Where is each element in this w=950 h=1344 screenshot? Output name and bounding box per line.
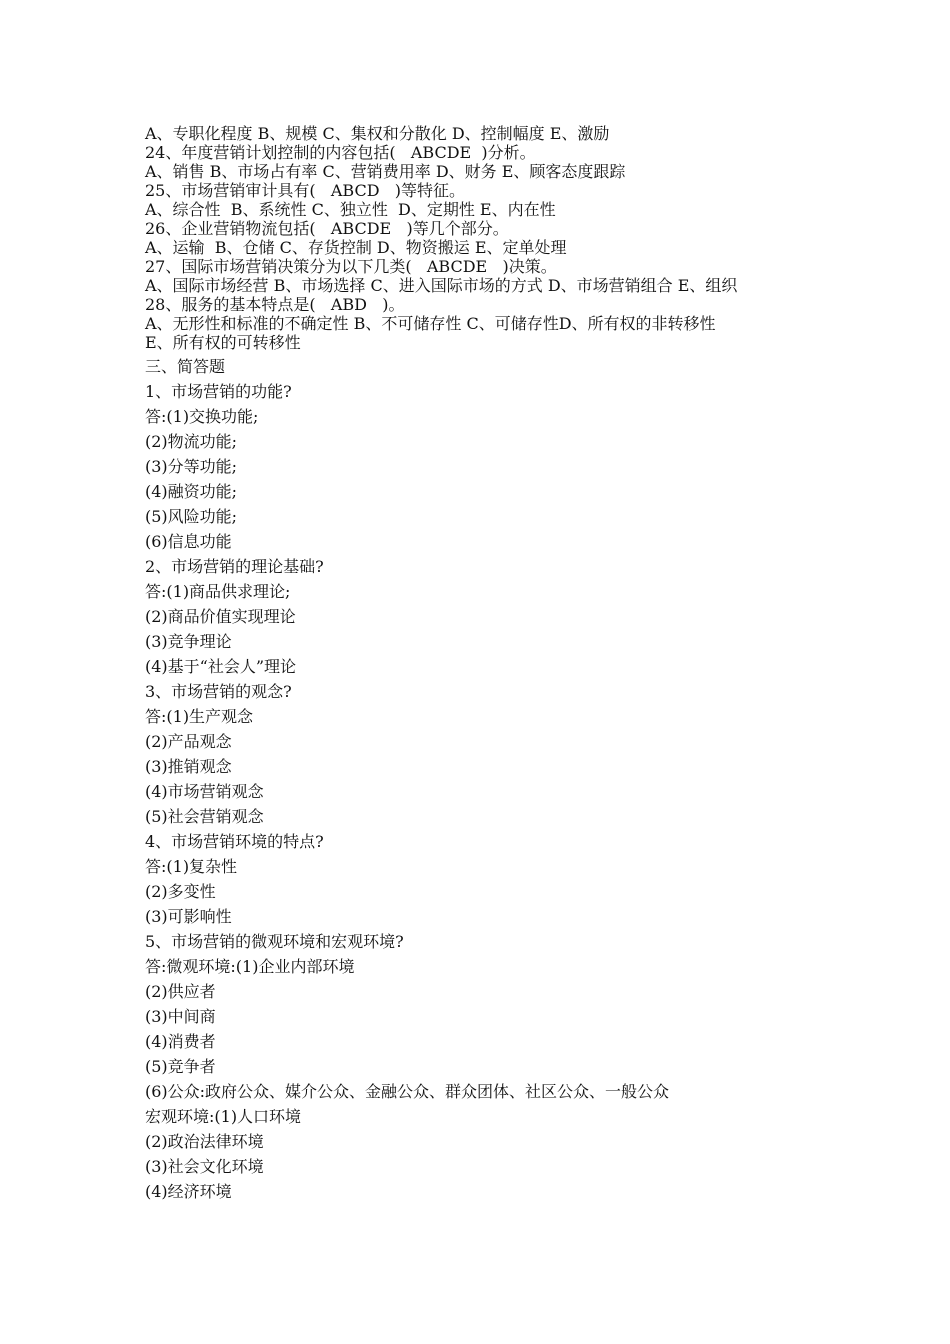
answer-line: (5)竞争者	[145, 1057, 216, 1076]
answer-line: 答:(1)复杂性	[145, 857, 238, 876]
answer-line: (3)中间商	[145, 1007, 216, 1026]
text-line: A、运输 B、仓储 C、存货控制 D、物资搬运 E、定单处理	[145, 238, 567, 257]
text-line: A、无形性和标准的不确定性 B、不可储存性 C、可储存性D、所有权的非转移性	[145, 314, 716, 333]
question-line: 2、市场营销的理论基础?	[145, 557, 324, 576]
answer-line: (4)基于“社会人”理论	[145, 657, 297, 676]
answer-line: (3)分等功能;	[145, 457, 238, 476]
question-line: 1、市场营销的功能?	[145, 382, 292, 401]
answer-line: (4)消费者	[145, 1032, 216, 1051]
multiple-choice-section	[145, 124, 925, 352]
answer-line: (5)风险功能;	[145, 507, 238, 526]
answer-line: (4)融资功能;	[145, 482, 238, 501]
text-line: 24、年度营销计划控制的内容包括( ABCDE )分析。	[145, 143, 536, 162]
answer-line: 答:(1)交换功能;	[145, 407, 259, 426]
section-heading: 三、简答题	[145, 357, 226, 376]
short-answer-section	[145, 354, 925, 1204]
answer-line: (2)商品价值实现理论	[145, 607, 296, 626]
answer-line: (6)公众:政府公众、媒介公众、金融公众、群众团体、社区公众、一般公众	[145, 1082, 670, 1101]
document-page	[145, 124, 925, 1204]
text-line: 27、国际市场营销决策分为以下几类( ABCDE )决策。	[145, 257, 557, 276]
answer-line: (3)社会文化环境	[145, 1157, 264, 1176]
answer-line: (2)政治法律环境	[145, 1132, 264, 1151]
answer-line: (6)信息功能	[145, 532, 232, 551]
answer-line: (2)产品观念	[145, 732, 232, 751]
text-line: E、所有权的可转移性	[145, 333, 301, 352]
answer-line: 宏观环境:(1)人口环境	[145, 1107, 302, 1126]
answer-line: (5)社会营销观念	[145, 807, 264, 826]
text-line: 25、市场营销审计具有( ABCD )等特征。	[145, 181, 466, 200]
text-line: A、综合性 B、系统性 C、独立性 D、定期性 E、内在性	[145, 200, 556, 219]
answer-line: (4)市场营销观念	[145, 782, 264, 801]
text-line: 28、服务的基本特点是( ABD )。	[145, 295, 405, 314]
text-line: A、专职化程度 B、规模 C、集权和分散化 D、控制幅度 E、激励	[145, 124, 610, 143]
answer-line: 答:(1)生产观念	[145, 707, 254, 726]
answer-line: (4)经济环境	[145, 1182, 232, 1201]
answer-line: (3)竞争理论	[145, 632, 232, 651]
text-line: A、国际市场经营 B、市场选择 C、进入国际市场的方式 D、市场营销组合 E、组织	[145, 276, 738, 295]
answer-line: 答:微观环境:(1)企业内部环境	[145, 957, 355, 976]
answer-line: (3)推销观念	[145, 757, 232, 776]
answer-line: 答:(1)商品供求理论;	[145, 582, 291, 601]
question-line: 4、市场营销环境的特点?	[145, 832, 324, 851]
answer-line: (2)供应者	[145, 982, 216, 1001]
text-line: 26、企业营销物流包括( ABCDE )等几个部分。	[145, 219, 509, 238]
text-line: A、销售 B、市场占有率 C、营销费用率 D、财务 E、顾客态度跟踪	[145, 162, 626, 181]
answer-line: (2)多变性	[145, 882, 216, 901]
answer-line: (2)物流功能;	[145, 432, 238, 451]
question-line: 5、市场营销的微观环境和宏观环境?	[145, 932, 404, 951]
answer-line: (3)可影响性	[145, 907, 232, 926]
question-line: 3、市场营销的观念?	[145, 682, 292, 701]
